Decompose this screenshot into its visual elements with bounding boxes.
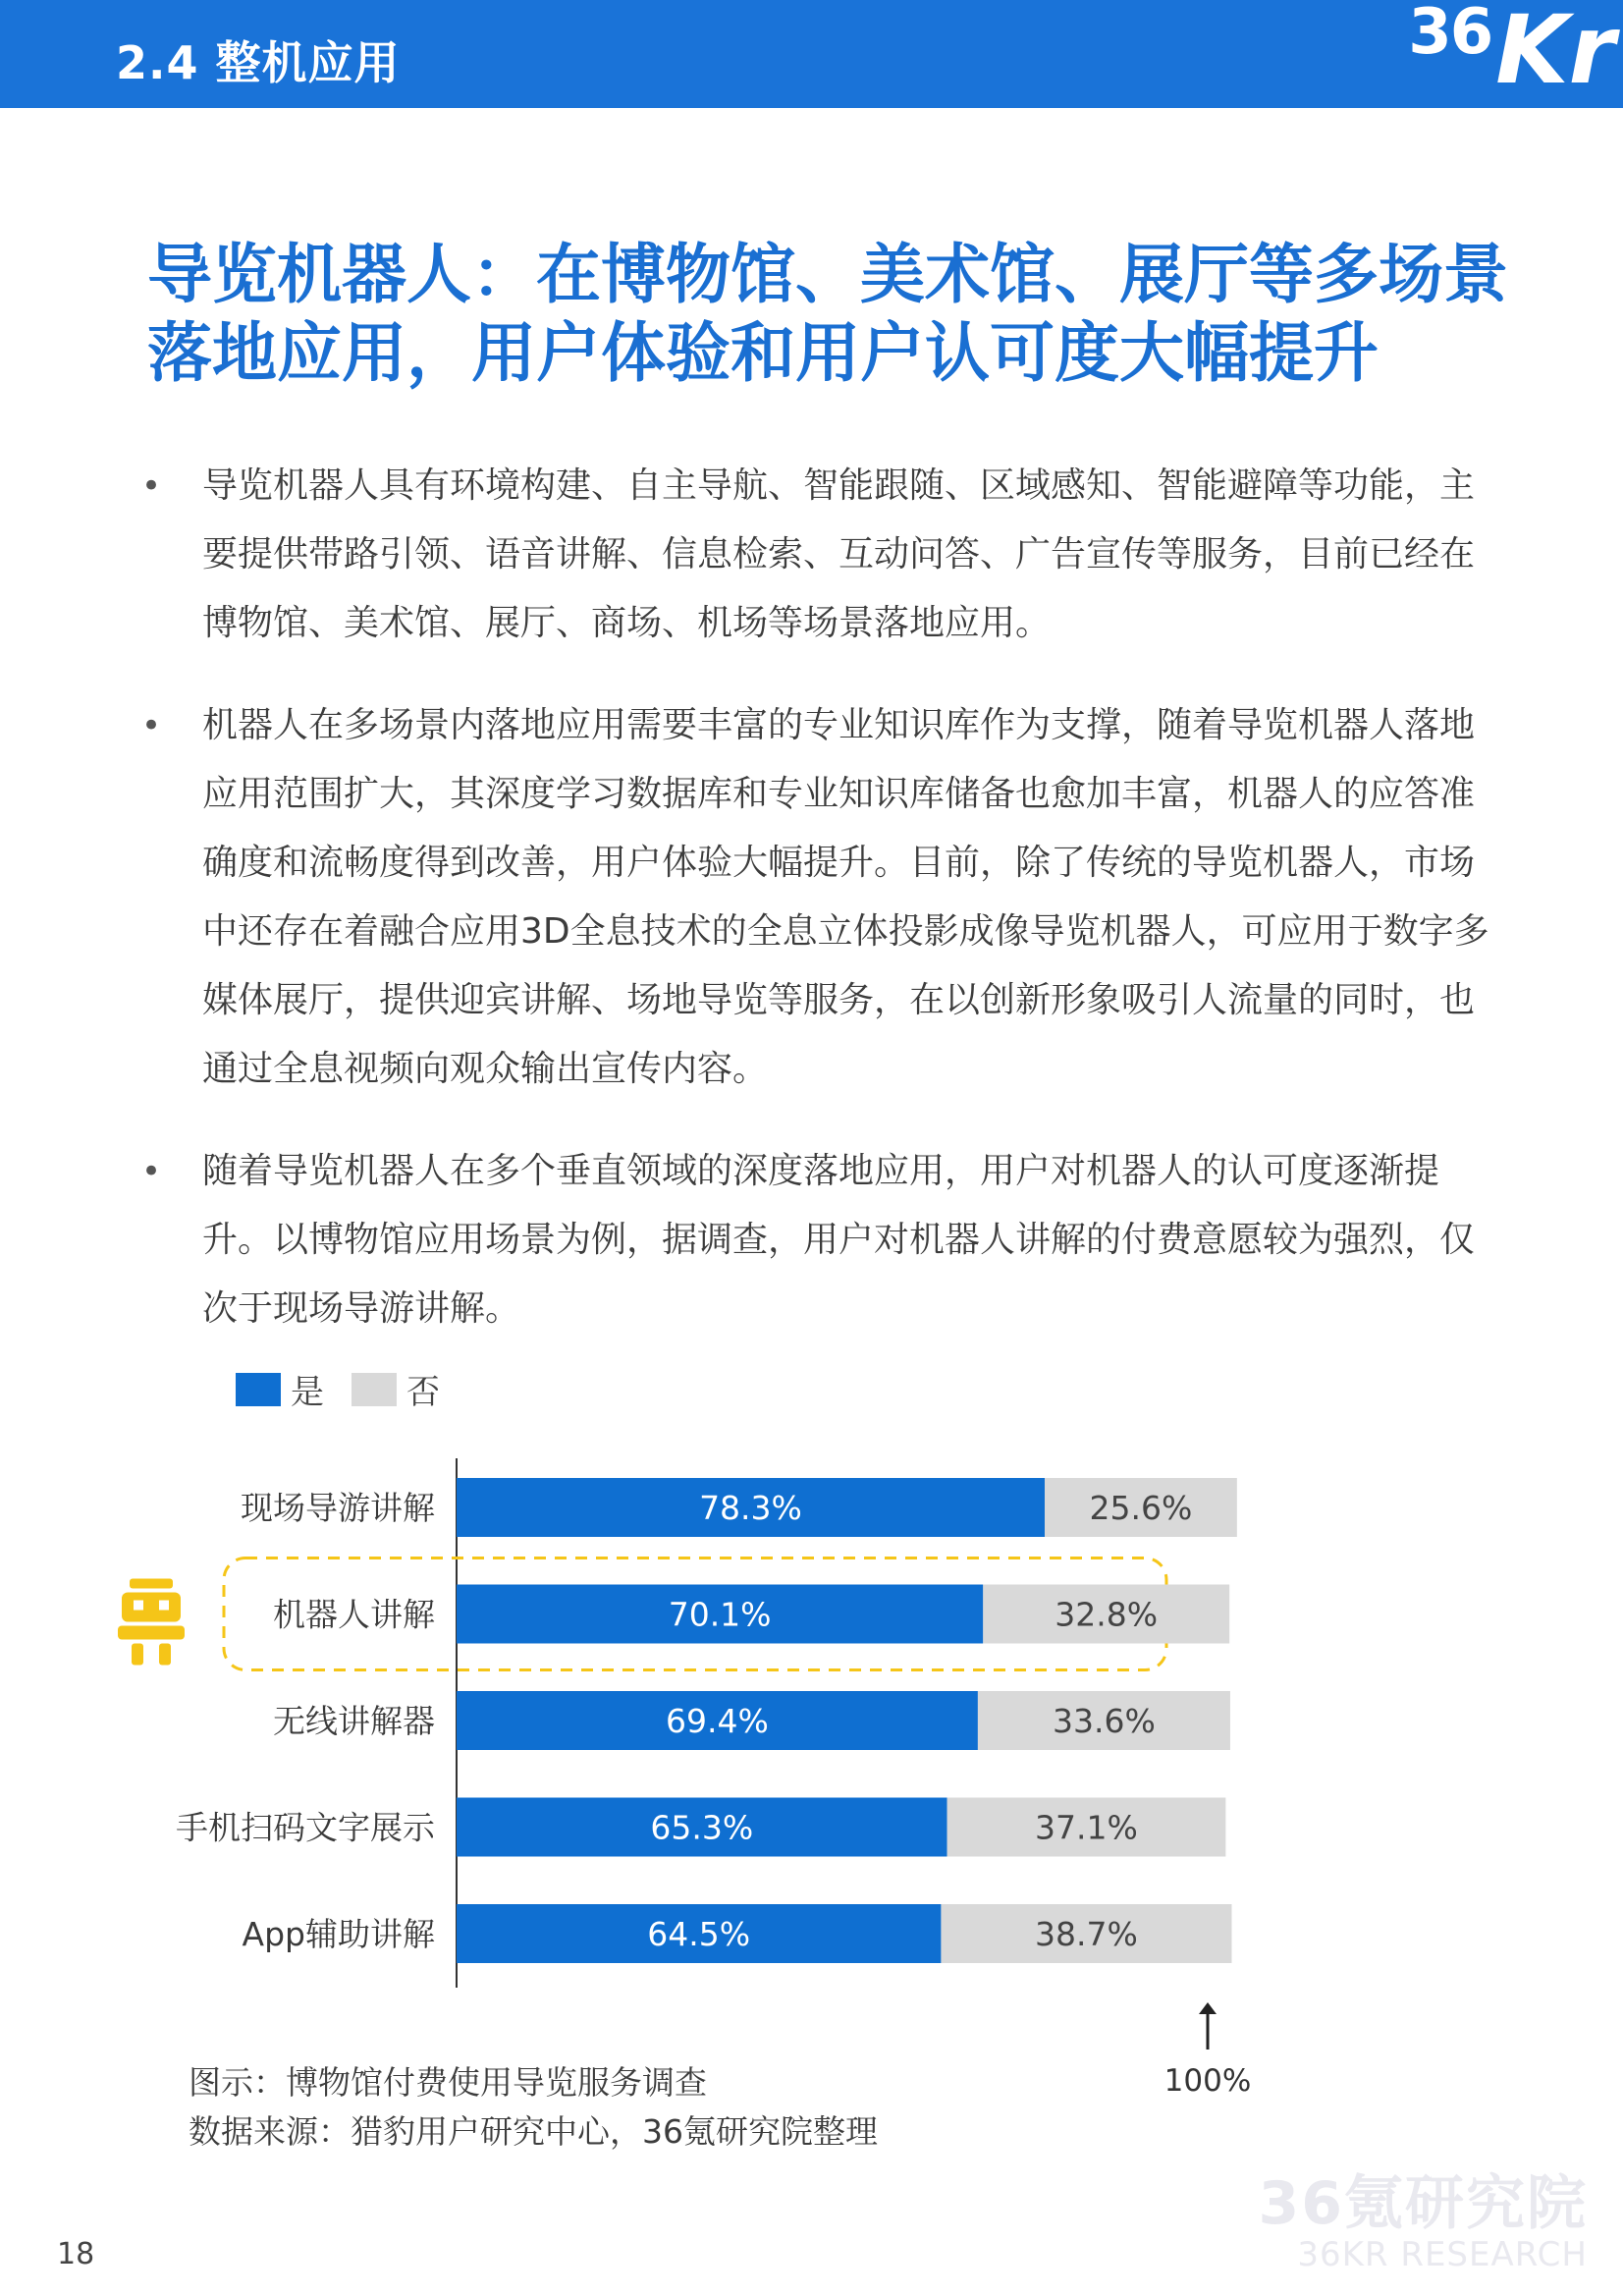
brand-logo-36: 36	[1408, 0, 1492, 69]
category-label: App辅助讲解	[242, 1915, 435, 1953]
brand-logo-kr: Kr	[1495, 0, 1615, 105]
bullet-item	[137, 452, 1502, 658]
bullet-text: 导览机器人具有环境构建、自主导航、智能跟随、区域感知、智能避障等功能，主要提供带路引领、语音讲解、信息检索、互动问答、广告宣传等服务，目前已经在博物馆、美术馆、展厅、商场、机场等场景落地应用。	[202, 465, 1476, 643]
legend-swatch-yes	[236, 1373, 281, 1406]
bar-label-yes: 64.5%	[647, 1915, 751, 1953]
reference-arrowhead-icon	[1199, 2002, 1217, 2014]
brand-logo	[1408, 0, 1615, 112]
category-label: 现场导游讲解	[241, 1489, 435, 1527]
source-caption: 数据来源：猎豹用户研究中心，36氪研究院整理	[189, 2112, 878, 2151]
bullet-text: 随着导览机器人在多个垂直领域的深度落地应用，用户对机器人的认可度逐渐提升。以博物馆应用场景为例，据调查，用户对机器人讲解的付费意愿较为强烈，仅次于现场导游讲解。	[202, 1151, 1476, 1329]
bar-label-no: 38.7%	[1035, 1915, 1138, 1953]
legend-swatch-no	[352, 1373, 397, 1406]
bar-label-no: 37.1%	[1035, 1808, 1138, 1847]
watermark-cn: 36氪研究院	[1258, 2169, 1588, 2238]
section-label: 2.4 整机应用	[116, 36, 401, 89]
bullet-list	[137, 452, 1502, 1377]
page-number: 18	[57, 2237, 95, 2271]
category-label: 无线讲解器	[273, 1702, 435, 1740]
robot-icon	[118, 1579, 185, 1666]
bullet-item	[137, 691, 1502, 1104]
bar-label-yes: 78.3%	[699, 1489, 802, 1527]
bullet-item	[137, 1137, 1502, 1343]
legend-label-yes: 是	[291, 1373, 324, 1412]
watermark-en: 36KR RESEARCH	[1297, 2235, 1588, 2274]
bar-label-no: 32.8%	[1055, 1595, 1159, 1634]
footer-watermark	[1259, 2157, 1589, 2274]
bar-label-yes: 70.1%	[668, 1595, 772, 1634]
page-title: 导览机器人：在博物馆、美术馆、展厅等多场景落地应用，用户体验和用户认可度大幅提升	[147, 237, 1508, 391]
bar-label-no: 33.6%	[1053, 1702, 1156, 1740]
bar-label-yes: 65.3%	[650, 1808, 754, 1847]
legend-label-no: 否	[406, 1373, 440, 1412]
bullet-dot-icon: •	[141, 1152, 162, 1191]
category-label: 机器人讲解	[273, 1595, 435, 1634]
bullet-dot-icon: •	[141, 466, 162, 506]
category-label: 手机扫码文字展示	[176, 1808, 435, 1847]
bar-label-yes: 69.4%	[666, 1702, 769, 1740]
bar-label-no: 25.6%	[1089, 1489, 1193, 1527]
bullet-text: 机器人在多场景内落地应用需要丰富的专业知识库作为支撑，随着导览机器人落地应用范围扩大，其深度学习数据库和专业知识库储备也愈加丰富，机器人的应答准确度和流畅度得到改善，用户体验大幅提升。目前，除了传统的导览机器人，市场中还存在着融合应用3D全息技术的全息立体投影成像导览机器人，可应用于数字多媒体展厅，提供迎宾讲解、场地导览等服务，在以创新形象吸引人流量的同时，也通过全息视频向观众输出宣传内容。	[202, 705, 1489, 1089]
bullet-dot-icon: •	[141, 706, 162, 745]
chart-legend	[236, 1365, 467, 1413]
reference-label: 100%	[1163, 2063, 1252, 2099]
figure-caption: 图示：博物馆付费使用导览服务调查	[189, 2063, 707, 2102]
